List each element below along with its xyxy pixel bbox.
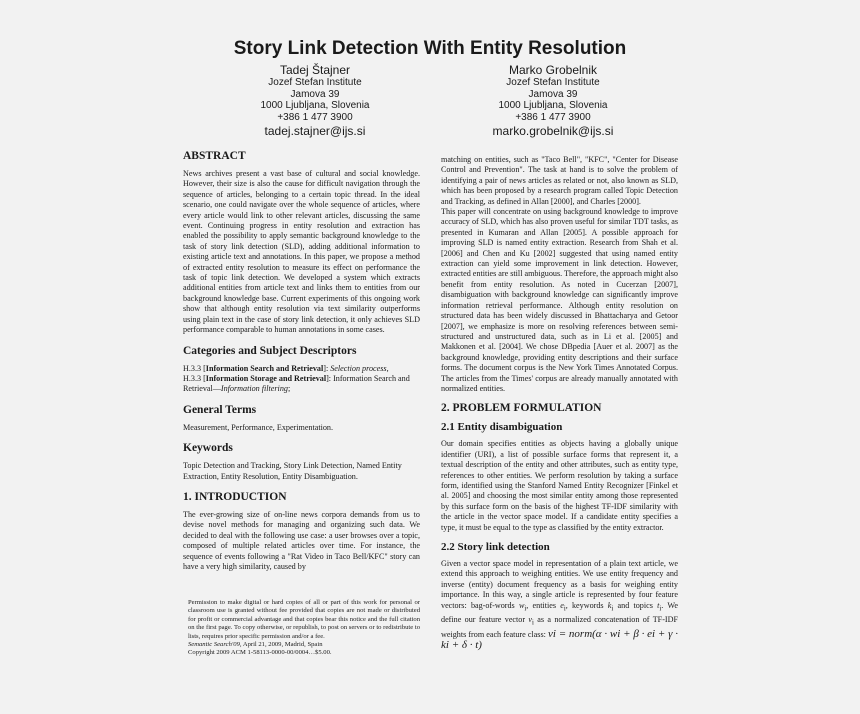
abstract-heading: ABSTRACT: [183, 150, 246, 162]
author-name: Marko Grobelnik: [508, 63, 598, 77]
author-block-1: [200, 63, 430, 138]
author-name: Tadej Štajner: [279, 63, 351, 77]
keywords-heading: Keywords: [183, 442, 233, 455]
right-column: [441, 155, 678, 652]
venue-line: Semantic Search'09, April 21, 2009, Madrid, Spain: [188, 641, 323, 649]
copyright-line: Copyright 2009 ACM 1-58113-0000-00/0004…$5.00.: [188, 649, 332, 657]
section-2-1-heading: 2.1 Entity disambiguation: [441, 421, 563, 434]
section-2-2-text: Given a vector space model in representation of a plain text article, we extend this approach to weighing entities. We use entity frequency and inverse (entity) document frequency as a basis for weighing entity importance. In this way, a single article is represented by four feature vectors: bag-of-words $w_i$, entities $e_i$, keywords $k_i$ and topics $t_i$. We define our feature vector $v_i$ as a normalized concatenation of TF-IDF weights from each feature class: vi = norm(α · wi + β · ei + γ · ki + δ · t): [441, 559, 679, 652]
author-email[interactable]: marko.grobelnik@ijs.si: [492, 124, 614, 138]
keywords-text: Topic Detection and Tracking, Story Link Detection, Named Entity Extraction, Entity Resolution, Entity Disambiguation.: [183, 461, 402, 481]
author-street: Jamova 39: [528, 88, 578, 100]
author-block-2: [438, 63, 668, 138]
abstract-text: News archives present a vast base of cultural and social knowledge. However, their size is also the cause for difficult navigation through the sequence of articles, belonging to a certain topic thread. In the ideal scenario, one could navigate over the whole sequence of articles, where every article would link to other relevant articles, discussing the same event. Continuing progress in entity resolution and extraction has enabled the possibility to apply semantic background knowledge to the task of story link detection (SLD), adding additional information to existing article text and annotations. In this paper, we propose a method of extracted entity resolution to measure its effect on performance the task of topic link detection. We developed a system which extracts additional entities from article text and links them to entities from our background knowledge base. Current experiments of this ongoing work show that although entity resolution via text similarity outperforms using plain text in the case of story link detection, it only achieves SLD performance comparable to human annotations in some cases.: [183, 169, 420, 335]
copyright-notice: [188, 599, 420, 658]
feature-vector-formula: vi = norm(α · wi + β · ei + γ · ki + δ · t): [441, 627, 678, 652]
permission-text: Permission to make digital or hard copies of all or part of this work for personal or classroom use is granted without fee provided that copies are not made or distributed for profit or commercial advantage and that copies bear this notice and the full citation on the first page. To copy otherwise, or republish, to post on servers or to redistribute to lists, requires prior specific permission and/or a fee.: [188, 599, 420, 640]
paper-title: Story Link Detection With Entity Resolution: [233, 38, 627, 59]
left-column: [183, 150, 420, 572]
introduction-heading: 1. INTRODUCTION: [183, 490, 287, 503]
categories-text: H.3.3 [Information Search and Retrieval]: Selection process, H.3.3 [Information Storage and Retrieval]: Information Search and Retrieval—Information filtering;: [183, 363, 410, 394]
general-terms-heading: General Terms: [183, 403, 257, 416]
author-email[interactable]: tadej.stajner@ijs.si: [264, 124, 366, 138]
general-terms-text: Measurement, Performance, Experimentation.: [183, 422, 334, 432]
intro-paragraph-2: This paper will concentrate on using background knowledge to improve accuracy of SLD, which has also proven useful for similar TDT tasks, as presented in Kumaran and Allan [2005]. A possible approach for improving SLD is named entity extraction. Research from Shah et al. [2006] and Chen and Ku [2002] suggested that using named entity extraction can yield some improvement in link detection. However, extracted entities are still ambiguous. Therefore, the approach might also benefit from entity resolution. As noted in Cucerzan [2007], disambiguation with background knowledge can significantly improve information retrieval performance. Although entity resolution on structured data has been widely discussed in Bhattacharya and Getoor [2007], we emphasize is more on resolving references between semi-structured and unstructured data, such as in Li et al. [2005] and Makkonen et al. [2004]. We chose DBpedia [Auer et al. 2007] as the background knowledge, providing entity descriptions and their surface forms. The document corpus is the New York Times Annotated Corpus. The articles from the Times' corpus are already manually annotated with normalized entities.: [441, 207, 678, 393]
author-phone: +386 1 477 3900: [515, 111, 591, 123]
author-street: Jamova 39: [290, 88, 340, 100]
introduction-text: The ever-growing size of on-line news corpora demands from us to devise novel methods for managing and organizing such data. We decided to deal with the following use case: a user browses over a topic, composed of multiple related articles over time. For instance, the sequence of events following a "Rat Video in Taco Bell/KFC" story can have a very high similarity, caused by: [183, 509, 420, 571]
section-2-1-text: Our domain specifies entities as objects having a globally unique identifier (URI), a list of possible surface forms that represent it, a textual description of the entity and other attributes, such as entity type, references to other entities. We perform resolution by taking a surface form, identified using the Stanford Named Entity Recognizer [Finkel et al. 2005] and choosing the most similar entity among those represented by this surface form on the basis of the highest TF-IDF similarity with the article in the vector space model. If a candidate entity specifies a type, it must be equal to the type as classified by the entity extractor.: [441, 439, 678, 532]
intro-continuation: matching on entities, such as "Taco Bell", "KFC", "Center for Disease Control and Prevention". The task at hand is to solve the problem of identifying a pair of news articles as related or not, also known as SLD, which has been proposed by a research program called Topic Detection and Tracking, as defined in Allan [2000], and Charles [2000].: [441, 155, 678, 206]
author-phone: +386 1 477 3900: [277, 111, 353, 123]
section-2-heading: 2. PROBLEM FORMULATION: [441, 402, 602, 415]
author-city: 1000 Ljubljana, Slovenia: [260, 100, 370, 111]
categories-heading: Categories and Subject Descriptors: [183, 344, 357, 357]
section-2-2-heading: 2.2 Story link detection: [441, 541, 550, 553]
author-affiliation: Jozef Stefan Institute: [506, 77, 600, 88]
author-city: 1000 Ljubljana, Slovenia: [498, 100, 608, 111]
author-affiliation: Jozef Stefan Institute: [268, 77, 362, 88]
